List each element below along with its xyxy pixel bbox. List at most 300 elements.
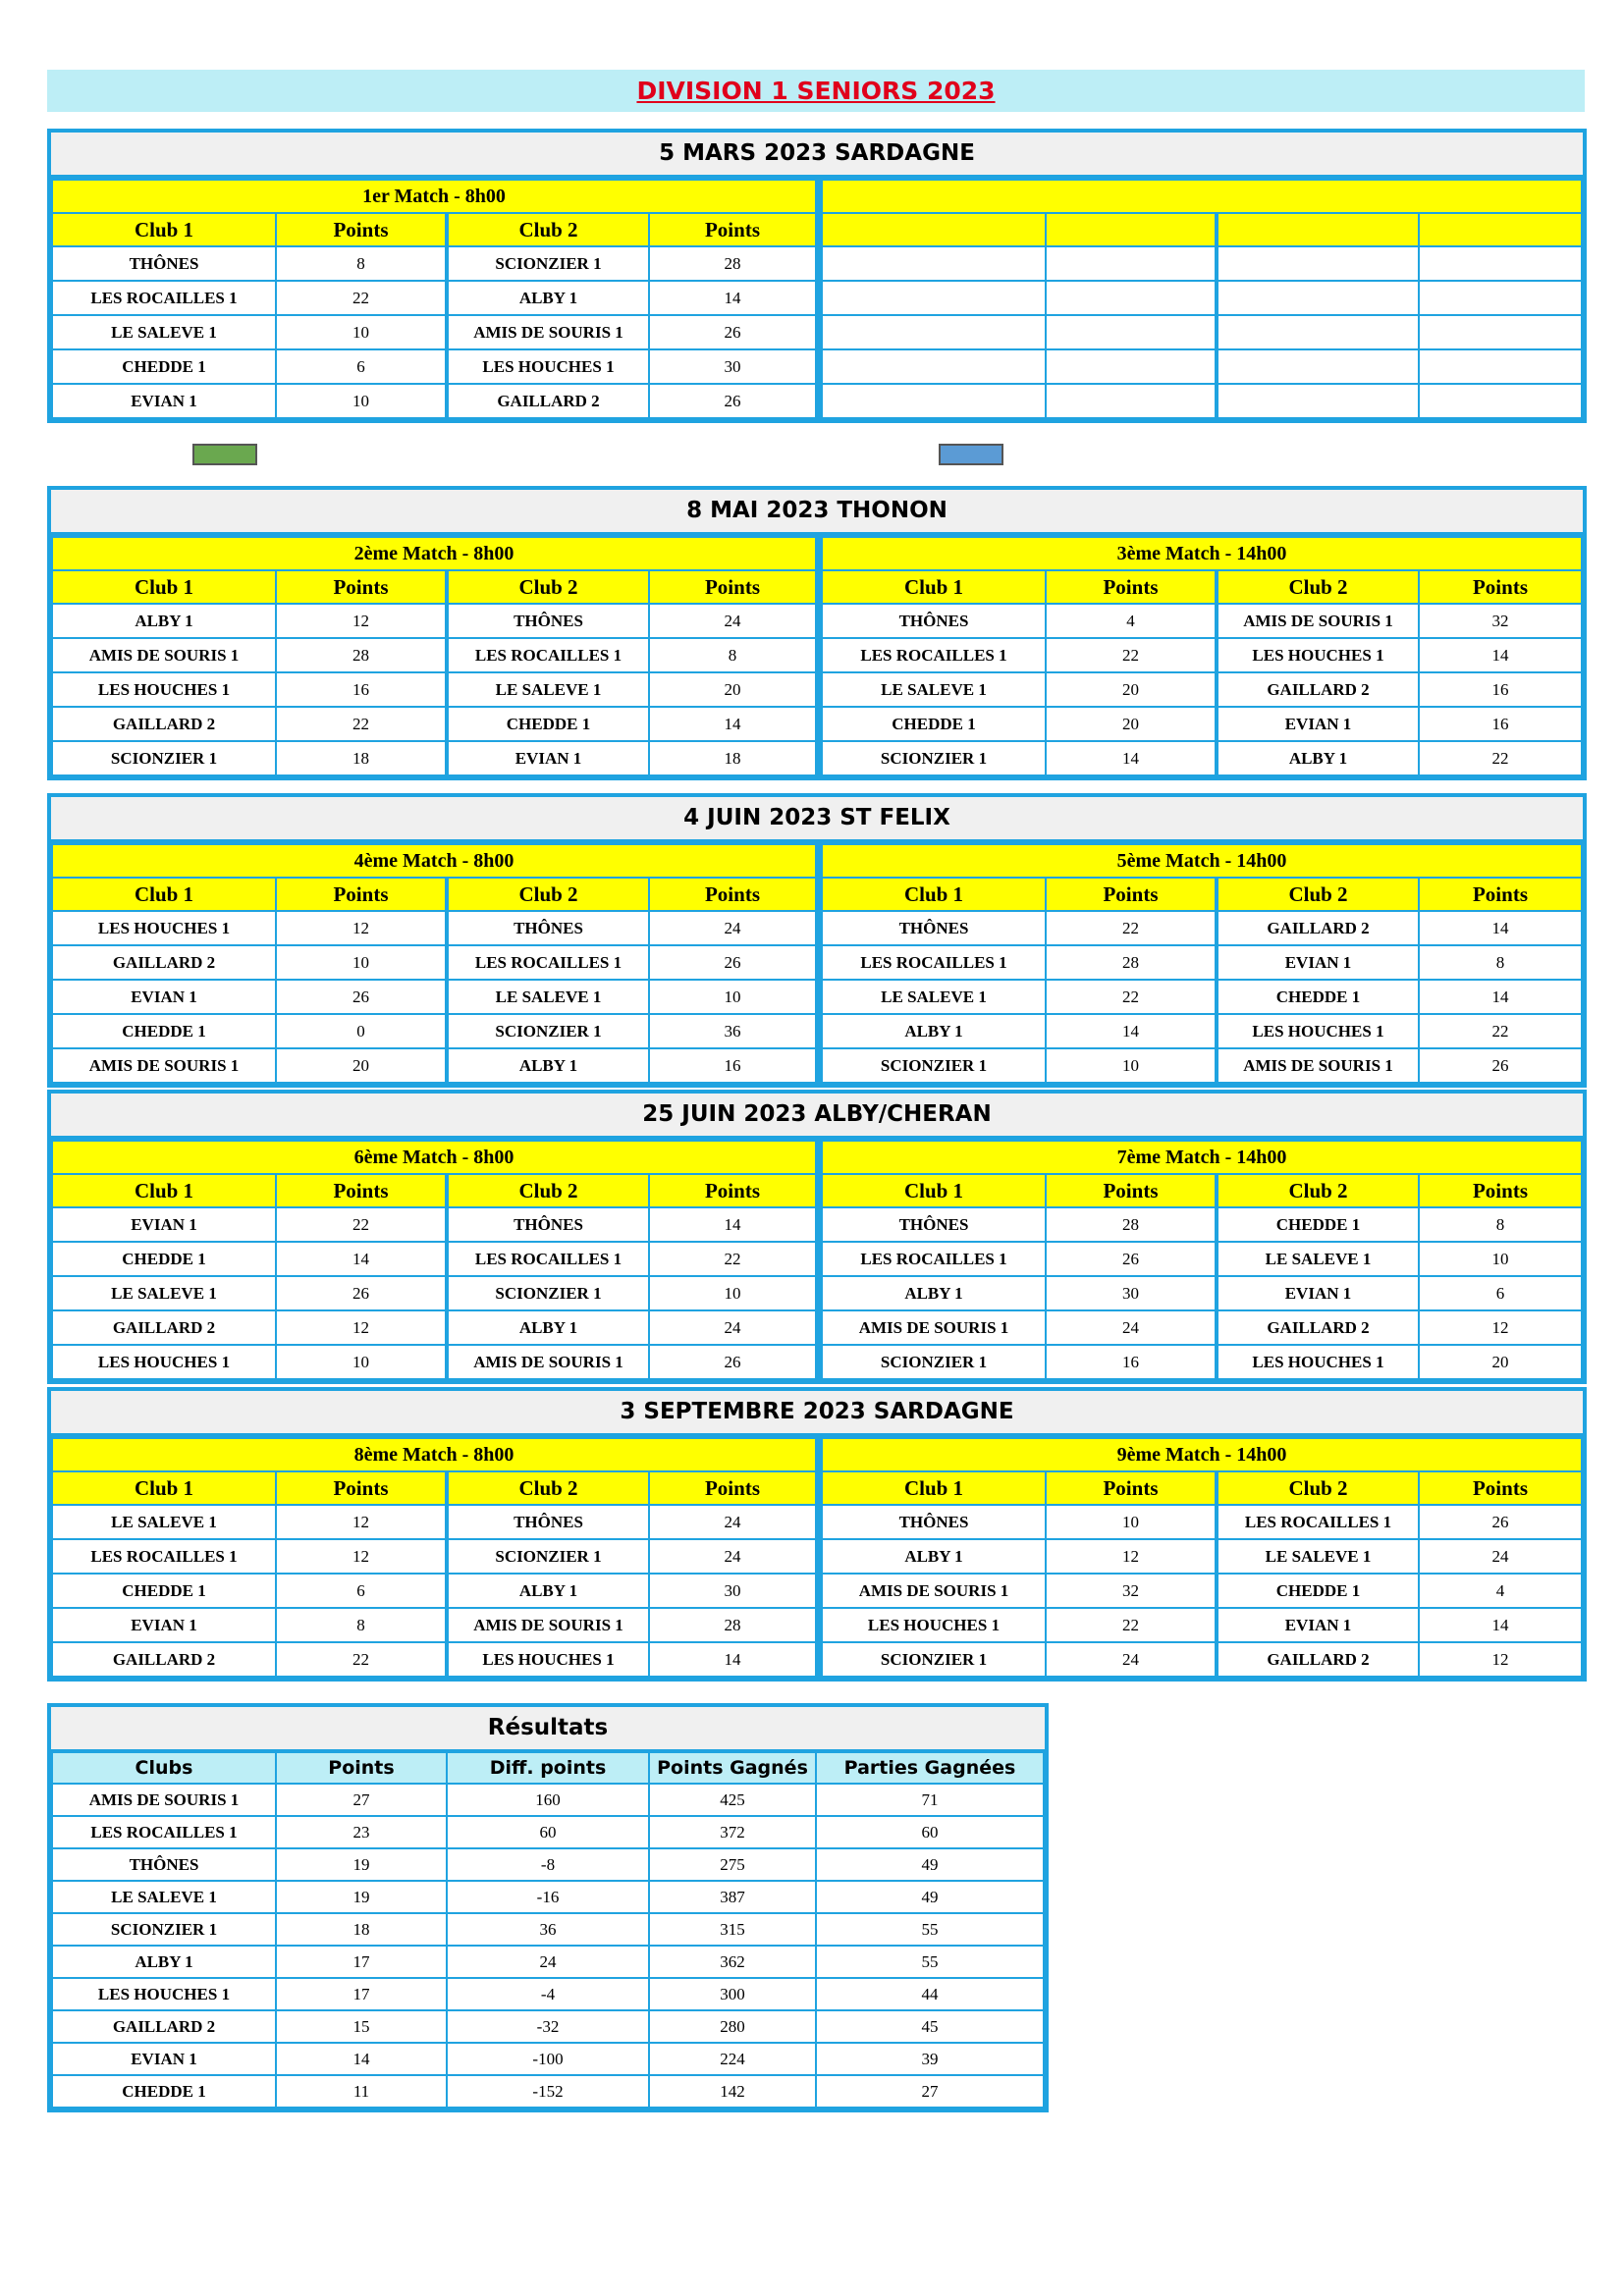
club-cell: GAILLARD 2 xyxy=(447,384,649,418)
value-cell: 44 xyxy=(816,1978,1044,2010)
club-cell: LE SALEVE 1 xyxy=(447,672,649,707)
value-cell: 17 xyxy=(276,1946,447,1978)
club-cell: AMIS DE SOURIS 1 xyxy=(447,1345,649,1379)
points-cell: 26 xyxy=(1419,1048,1582,1083)
club1-header: Club 1 xyxy=(52,570,276,604)
club-cell: GAILLARD 2 xyxy=(52,2010,276,2043)
club2-header: Club 2 xyxy=(447,878,649,911)
match-label: 7ème Match - 14h00 xyxy=(822,1141,1582,1174)
points-cell: 14 xyxy=(1046,741,1217,775)
points-cell: 18 xyxy=(649,741,816,775)
club-cell: SCIONZIER 1 xyxy=(822,741,1046,775)
points-cell: 16 xyxy=(276,672,447,707)
table-row xyxy=(822,349,1582,384)
club-cell: LE SALEVE 1 xyxy=(447,980,649,1014)
points-cell xyxy=(1046,384,1217,418)
points1-header: Points xyxy=(1046,878,1217,911)
club-cell: LES HOUCHES 1 xyxy=(52,672,276,707)
points2-header: Points xyxy=(649,213,816,246)
points1-header: Points xyxy=(276,570,447,604)
club1-header xyxy=(822,213,1046,246)
club-cell: GAILLARD 2 xyxy=(52,1642,276,1677)
table-row xyxy=(52,1505,816,1539)
points-cell: 16 xyxy=(1046,1345,1217,1379)
points1-header: Points xyxy=(1046,1174,1217,1207)
points-cell: 24 xyxy=(649,1539,816,1574)
value-cell: 15 xyxy=(276,2010,447,2043)
club-cell: GAILLARD 2 xyxy=(1217,911,1419,945)
club-cell: ALBY 1 xyxy=(822,1014,1046,1048)
value-cell: -100 xyxy=(447,2043,649,2075)
points-cell: 22 xyxy=(276,1642,447,1677)
value-cell: 387 xyxy=(649,1881,816,1913)
club-cell: LE SALEVE 1 xyxy=(52,1881,276,1913)
club-cell: LES ROCAILLES 1 xyxy=(447,1242,649,1276)
club-cell: ALBY 1 xyxy=(822,1276,1046,1310)
value-cell: 39 xyxy=(816,2043,1044,2075)
club2-header xyxy=(1217,213,1419,246)
points-cell: 12 xyxy=(1419,1642,1582,1677)
club-cell: LE SALEVE 1 xyxy=(52,315,276,349)
match-label: 3ème Match - 14h00 xyxy=(822,537,1582,570)
value-cell: 19 xyxy=(276,1848,447,1881)
club-cell: CHEDDE 1 xyxy=(52,1014,276,1048)
table-row xyxy=(822,1242,1582,1276)
match-table-right xyxy=(821,1140,1583,1380)
club2-header: Club 2 xyxy=(447,213,649,246)
club-cell: SCIONZIER 1 xyxy=(447,246,649,281)
value-cell: -32 xyxy=(447,2010,649,2043)
points2-header: Points xyxy=(1419,878,1582,911)
points-cell: 26 xyxy=(649,384,816,418)
table-row xyxy=(52,1978,1044,2010)
table-row xyxy=(52,945,816,980)
points-cell: 12 xyxy=(276,1539,447,1574)
points-cell: 20 xyxy=(1046,707,1217,741)
table-row xyxy=(52,1784,1044,1816)
club-cell: AMIS DE SOURIS 1 xyxy=(822,1574,1046,1608)
points-cell: 10 xyxy=(649,980,816,1014)
value-cell: 60 xyxy=(816,1816,1044,1848)
match-table-right xyxy=(821,843,1583,1084)
points-cell: 8 xyxy=(649,638,816,672)
club-cell: LES ROCAILLES 1 xyxy=(1217,1505,1419,1539)
club-cell: LES HOUCHES 1 xyxy=(447,349,649,384)
points-cell: 14 xyxy=(649,1642,816,1677)
points-cell: 28 xyxy=(1046,1207,1217,1242)
points-cell: 16 xyxy=(1419,707,1582,741)
club-cell: LE SALEVE 1 xyxy=(1217,1242,1419,1276)
points-cell: 24 xyxy=(649,911,816,945)
value-cell: 45 xyxy=(816,2010,1044,2043)
table-row xyxy=(52,911,816,945)
value-cell: 275 xyxy=(649,1848,816,1881)
table-row xyxy=(52,1242,816,1276)
table-row xyxy=(52,1946,1044,1978)
points-cell: 26 xyxy=(1046,1242,1217,1276)
table-row xyxy=(52,1207,816,1242)
club-cell: SCIONZIER 1 xyxy=(447,1539,649,1574)
club1-header: Club 1 xyxy=(52,1174,276,1207)
club-cell xyxy=(1217,315,1419,349)
club-cell: GAILLARD 2 xyxy=(1217,1642,1419,1677)
club-cell xyxy=(822,349,1046,384)
table-row xyxy=(822,638,1582,672)
points-cell: 18 xyxy=(276,741,447,775)
table-row xyxy=(52,1848,1044,1881)
table-row xyxy=(52,349,816,384)
club-cell: LES HOUCHES 1 xyxy=(52,1345,276,1379)
points-cell: 14 xyxy=(1419,911,1582,945)
table-row xyxy=(52,1539,816,1574)
match-day-title: 5 MARS 2023 SARDAGNE xyxy=(51,133,1583,179)
points-cell: 12 xyxy=(1046,1539,1217,1574)
club-cell: CHEDDE 1 xyxy=(822,707,1046,741)
points-gagnes-header: Points Gagnés xyxy=(649,1752,816,1784)
club-cell: CHEDDE 1 xyxy=(52,349,276,384)
table-row xyxy=(52,1345,816,1379)
club2-header: Club 2 xyxy=(447,1471,649,1505)
points-cell: 24 xyxy=(1046,1310,1217,1345)
match-day-title: 3 SEPTEMBRE 2023 SARDAGNE xyxy=(51,1391,1583,1437)
value-cell: 23 xyxy=(276,1816,447,1848)
points-cell: 26 xyxy=(276,1276,447,1310)
points-cell: 28 xyxy=(649,246,816,281)
club-cell: LES ROCAILLES 1 xyxy=(52,281,276,315)
match-day-block xyxy=(47,793,1587,1088)
club-cell xyxy=(1217,384,1419,418)
points2-header: Points xyxy=(649,878,816,911)
table-row xyxy=(52,1642,816,1677)
points-cell: 22 xyxy=(1419,1014,1582,1048)
table-row xyxy=(52,604,816,638)
points-cell: 22 xyxy=(1046,638,1217,672)
points-cell: 10 xyxy=(276,384,447,418)
club-cell: LES HOUCHES 1 xyxy=(52,911,276,945)
club-cell xyxy=(1217,349,1419,384)
club1-header: Club 1 xyxy=(822,878,1046,911)
points-cell: 12 xyxy=(276,911,447,945)
points-cell: 22 xyxy=(1046,1608,1217,1642)
points-cell: 14 xyxy=(649,707,816,741)
value-cell: 36 xyxy=(447,1913,649,1946)
points-cell: 14 xyxy=(649,281,816,315)
match-table-right xyxy=(821,179,1583,419)
table-row xyxy=(822,604,1582,638)
club-cell: THÔNES xyxy=(822,911,1046,945)
points2-header: Points xyxy=(1419,570,1582,604)
table-row xyxy=(822,707,1582,741)
club-cell: ALBY 1 xyxy=(52,604,276,638)
points-cell: 20 xyxy=(1046,672,1217,707)
club-cell: THÔNES xyxy=(52,1848,276,1881)
club-cell: LES HOUCHES 1 xyxy=(447,1642,649,1677)
club-cell: LES ROCAILLES 1 xyxy=(822,638,1046,672)
table-row xyxy=(52,1574,816,1608)
match-table-left xyxy=(51,536,821,776)
points-cell: 24 xyxy=(1419,1539,1582,1574)
club-cell: SCIONZIER 1 xyxy=(822,1048,1046,1083)
club-cell: EVIAN 1 xyxy=(1217,945,1419,980)
value-cell: 17 xyxy=(276,1978,447,2010)
club-cell: LES ROCAILLES 1 xyxy=(52,1539,276,1574)
club-cell: EVIAN 1 xyxy=(52,1608,276,1642)
table-row xyxy=(822,945,1582,980)
points-cell xyxy=(1419,315,1582,349)
table-row xyxy=(822,315,1582,349)
points-cell: 4 xyxy=(1419,1574,1582,1608)
green-swatch xyxy=(192,444,257,465)
points-cell xyxy=(1419,349,1582,384)
points2-header xyxy=(1419,213,1582,246)
club-cell: EVIAN 1 xyxy=(52,1207,276,1242)
club-cell: CHEDDE 1 xyxy=(52,1242,276,1276)
points-cell: 24 xyxy=(649,1310,816,1345)
table-row xyxy=(822,1574,1582,1608)
club-cell: AMIS DE SOURIS 1 xyxy=(447,315,649,349)
points-cell: 22 xyxy=(1046,980,1217,1014)
points-cell: 8 xyxy=(276,1608,447,1642)
table-row xyxy=(52,2075,1044,2108)
points-cell xyxy=(1046,281,1217,315)
club-cell: ALBY 1 xyxy=(1217,741,1419,775)
club1-header: Club 1 xyxy=(822,1471,1046,1505)
club-cell: EVIAN 1 xyxy=(52,980,276,1014)
points-cell: 22 xyxy=(1046,911,1217,945)
points-cell: 32 xyxy=(1419,604,1582,638)
points-cell: 8 xyxy=(1419,945,1582,980)
club1-header: Club 1 xyxy=(52,878,276,911)
table-row xyxy=(52,281,816,315)
table-row xyxy=(52,638,816,672)
points-cell: 20 xyxy=(649,672,816,707)
club1-header: Club 1 xyxy=(52,1471,276,1505)
club-cell: CHEDDE 1 xyxy=(447,707,649,741)
value-cell: 60 xyxy=(447,1816,649,1848)
points-cell: 10 xyxy=(276,1345,447,1379)
table-row xyxy=(822,911,1582,945)
table-row xyxy=(52,1913,1044,1946)
points-cell xyxy=(1419,281,1582,315)
blue-swatch xyxy=(939,444,1003,465)
table-row xyxy=(52,2043,1044,2075)
table-row xyxy=(822,741,1582,775)
points-cell: 16 xyxy=(649,1048,816,1083)
club-cell: AMIS DE SOURIS 1 xyxy=(1217,604,1419,638)
points1-header: Points xyxy=(1046,570,1217,604)
club-cell: LES ROCAILLES 1 xyxy=(447,638,649,672)
table-row xyxy=(822,1014,1582,1048)
match-label: 9ème Match - 14h00 xyxy=(822,1438,1582,1471)
club2-header: Club 2 xyxy=(1217,570,1419,604)
table-row xyxy=(822,1539,1582,1574)
table-row xyxy=(822,384,1582,418)
points-cell: 14 xyxy=(649,1207,816,1242)
points-cell: 22 xyxy=(649,1242,816,1276)
club-cell: LES ROCAILLES 1 xyxy=(822,1242,1046,1276)
table-row xyxy=(52,707,816,741)
match-day-title: 25 JUIN 2023 ALBY/CHERAN xyxy=(51,1094,1583,1140)
value-cell: 372 xyxy=(649,1816,816,1848)
points-cell: 24 xyxy=(1046,1642,1217,1677)
club-cell xyxy=(822,384,1046,418)
club-cell: THÔNES xyxy=(447,604,649,638)
table-row xyxy=(52,1310,816,1345)
points-cell: 28 xyxy=(276,638,447,672)
value-cell: 160 xyxy=(447,1784,649,1816)
points-cell: 22 xyxy=(1419,741,1582,775)
table-row xyxy=(52,980,816,1014)
club-cell: CHEDDE 1 xyxy=(52,2075,276,2108)
value-cell: 49 xyxy=(816,1881,1044,1913)
club-cell: SCIONZIER 1 xyxy=(447,1276,649,1310)
club-cell: EVIAN 1 xyxy=(1217,707,1419,741)
club-cell: LES ROCAILLES 1 xyxy=(447,945,649,980)
match-table-left xyxy=(51,1140,821,1380)
points-cell: 4 xyxy=(1046,604,1217,638)
club-cell: SCIONZIER 1 xyxy=(822,1642,1046,1677)
club-cell xyxy=(822,315,1046,349)
points-cell: 30 xyxy=(649,1574,816,1608)
match-label: 8ème Match - 8h00 xyxy=(52,1438,816,1471)
club-cell: EVIAN 1 xyxy=(447,741,649,775)
club2-header: Club 2 xyxy=(1217,1174,1419,1207)
points-cell: 26 xyxy=(649,315,816,349)
match-day-block xyxy=(47,129,1587,423)
club-cell: GAILLARD 2 xyxy=(1217,672,1419,707)
club-cell: LES HOUCHES 1 xyxy=(1217,638,1419,672)
points1-header xyxy=(1046,213,1217,246)
value-cell: 300 xyxy=(649,1978,816,2010)
club-cell: GAILLARD 2 xyxy=(52,945,276,980)
points-header: Points xyxy=(276,1752,447,1784)
match-label: 6ème Match - 8h00 xyxy=(52,1141,816,1174)
table-row xyxy=(52,1014,816,1048)
club-cell: THÔNES xyxy=(822,1207,1046,1242)
club-cell: AMIS DE SOURIS 1 xyxy=(1217,1048,1419,1083)
club-cell: AMIS DE SOURIS 1 xyxy=(52,638,276,672)
club-cell: EVIAN 1 xyxy=(52,384,276,418)
points2-header: Points xyxy=(649,1471,816,1505)
page-banner xyxy=(47,70,1585,112)
table-row xyxy=(52,1816,1044,1848)
points1-header: Points xyxy=(276,1471,447,1505)
table-row xyxy=(822,1505,1582,1539)
match-label: 2ème Match - 8h00 xyxy=(52,537,816,570)
value-cell: 27 xyxy=(816,2075,1044,2108)
points-cell: 26 xyxy=(276,980,447,1014)
clubs-header: Clubs xyxy=(52,1752,276,1784)
points-cell: 24 xyxy=(649,1505,816,1539)
points-cell: 0 xyxy=(276,1014,447,1048)
points-cell: 6 xyxy=(1419,1276,1582,1310)
table-row xyxy=(822,246,1582,281)
table-row xyxy=(822,1642,1582,1677)
club1-header: Club 1 xyxy=(822,570,1046,604)
club-cell: THÔNES xyxy=(447,1207,649,1242)
points-cell xyxy=(1046,315,1217,349)
value-cell: 55 xyxy=(816,1946,1044,1978)
club-cell: AMIS DE SOURIS 1 xyxy=(52,1784,276,1816)
points-cell: 10 xyxy=(1046,1505,1217,1539)
match-label: 5ème Match - 14h00 xyxy=(822,844,1582,878)
table-row xyxy=(822,1048,1582,1083)
value-cell: 224 xyxy=(649,2043,816,2075)
match-label: 4ème Match - 8h00 xyxy=(52,844,816,878)
club-cell: CHEDDE 1 xyxy=(52,1574,276,1608)
results-title: Résultats xyxy=(51,1707,1045,1751)
club-cell: SCIONZIER 1 xyxy=(822,1345,1046,1379)
club-cell: ALBY 1 xyxy=(447,1574,649,1608)
value-cell: 27 xyxy=(276,1784,447,1816)
match-day-block xyxy=(47,486,1587,780)
club-cell: CHEDDE 1 xyxy=(1217,1207,1419,1242)
club-cell: EVIAN 1 xyxy=(1217,1608,1419,1642)
table-row xyxy=(52,1608,816,1642)
match-table-right xyxy=(821,536,1583,776)
club-cell: GAILLARD 2 xyxy=(52,707,276,741)
club2-header: Club 2 xyxy=(447,570,649,604)
parties-gagnees-header: Parties Gagnées xyxy=(816,1752,1044,1784)
match-day-block xyxy=(47,1387,1587,1682)
club-cell: LE SALEVE 1 xyxy=(1217,1539,1419,1574)
match-label: 1er Match - 8h00 xyxy=(52,180,816,213)
points-cell xyxy=(1419,384,1582,418)
club-cell xyxy=(1217,246,1419,281)
results-table xyxy=(47,1703,1049,2112)
match-day-title: 4 JUIN 2023 ST FELIX xyxy=(51,797,1583,843)
club-cell: LE SALEVE 1 xyxy=(822,672,1046,707)
value-cell: 71 xyxy=(816,1784,1044,1816)
club-cell: LE SALEVE 1 xyxy=(822,980,1046,1014)
club-cell: THÔNES xyxy=(822,1505,1046,1539)
value-cell: 11 xyxy=(276,2075,447,2108)
table-row xyxy=(822,1608,1582,1642)
value-cell: -16 xyxy=(447,1881,649,1913)
points-cell: 22 xyxy=(276,281,447,315)
table-row xyxy=(822,1310,1582,1345)
club2-header: Club 2 xyxy=(1217,878,1419,911)
table-row xyxy=(822,1276,1582,1310)
points-cell: 12 xyxy=(276,1310,447,1345)
points-cell: 14 xyxy=(1046,1014,1217,1048)
table-row xyxy=(822,281,1582,315)
club2-header: Club 2 xyxy=(1217,1471,1419,1505)
points-cell: 8 xyxy=(276,246,447,281)
value-cell: 362 xyxy=(649,1946,816,1978)
club2-header: Club 2 xyxy=(447,1174,649,1207)
points-cell: 22 xyxy=(276,1207,447,1242)
points2-header: Points xyxy=(1419,1174,1582,1207)
points-cell xyxy=(1046,349,1217,384)
points2-header: Points xyxy=(1419,1471,1582,1505)
points-cell: 32 xyxy=(1046,1574,1217,1608)
points1-header: Points xyxy=(276,1174,447,1207)
club-cell: LES HOUCHES 1 xyxy=(52,1978,276,2010)
points-cell: 26 xyxy=(649,1345,816,1379)
points-cell: 28 xyxy=(1046,945,1217,980)
club-cell: SCIONZIER 1 xyxy=(52,741,276,775)
club-cell: THÔNES xyxy=(447,1505,649,1539)
table-row xyxy=(52,2010,1044,2043)
table-row xyxy=(52,246,816,281)
points-cell: 6 xyxy=(276,349,447,384)
table-row xyxy=(822,1345,1582,1379)
club-cell: AMIS DE SOURIS 1 xyxy=(52,1048,276,1083)
value-cell: 19 xyxy=(276,1881,447,1913)
points-cell: 14 xyxy=(1419,980,1582,1014)
table-row xyxy=(822,672,1582,707)
